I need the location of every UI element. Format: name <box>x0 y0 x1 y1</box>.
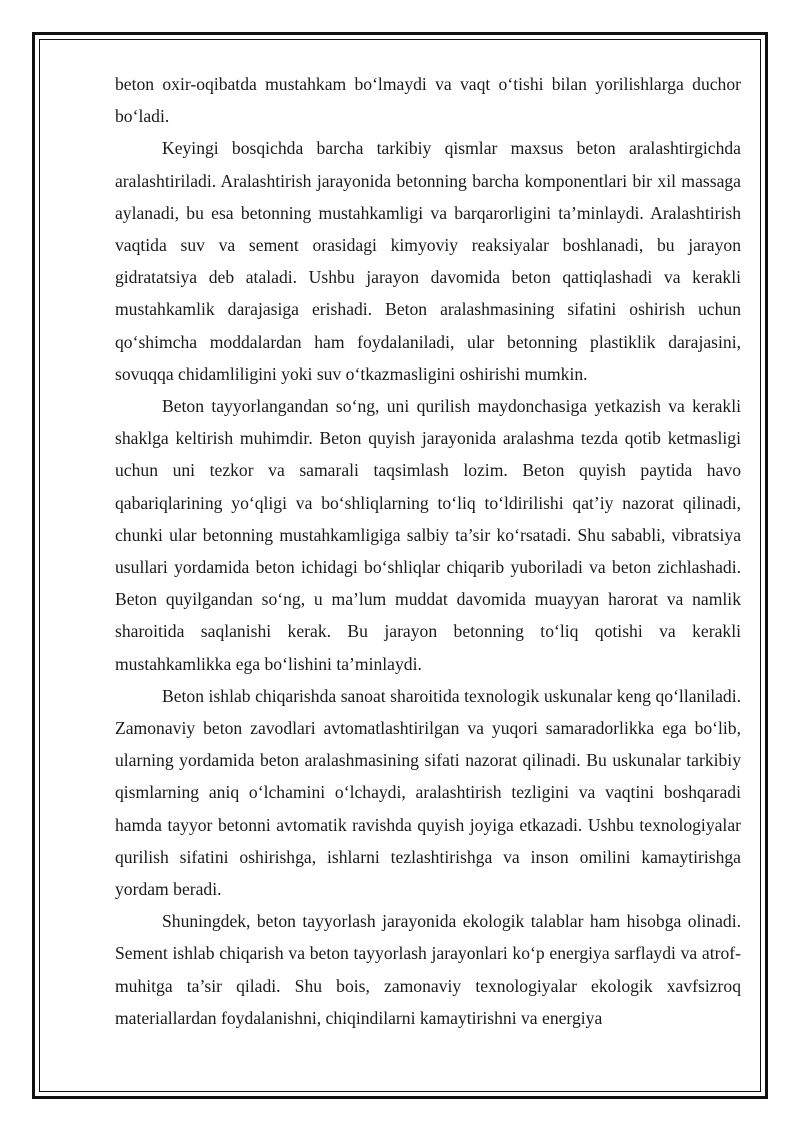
paragraph-ecology: Shuningdek, beton tayyorlash jarayonida ekologik talablar ham hisobga olinadi. Sement ishlab chiqarish va beton tayyorlash jarayonlari ko‘p energiya sarflaydi va atrof-muhitga ta’sir qiladi. Shu bois, zamonaviy texnologiyalar ekologik xavfsizroq materiallardan foydalanishni, chiqindilarni kamaytirishni va energiya <box>115 911 741 1028</box>
paragraph-mixing: Keyingi bosqichda barcha tarkibiy qismlar maxsus beton aralashtirgichda aralashtiriladi. Aralashtirish jarayonida betonning barcha komponentlari bir xil massaga aylanadi, bu esa betonning mustahkamligi va barqarorligini ta’minlaydi. Aralashtirish vaqtida suv va sement orasidagi kimyoviy reaksiyalar boshlanadi, bu jarayon gidratatsiya deb ataladi. Ushbu jarayon davomida beton qattiqlashadi va kerakli mustahkamlik darajasiga erishadi. Beton aralashmasining sifatini oshirish uchun qo‘shimcha moddalardan ham foydalaniladi, ular betonning plastiklik darajasini, sovuqqa chidamliligini yoki suv o‘tkazmasligini oshirishi mumkin. <box>115 138 741 384</box>
paragraph-pouring: Beton tayyorlangandan so‘ng, uni qurilish maydonchasiga yetkazish va kerakli shaklga keltirish muhimdir. Beton quyish jarayonida aralashma tezda qotib ketmasligi uchun uni tezkor va samarali taqsimlash lozim. Beton quyish paytida havo qabariqlarining yo‘qligi va bo‘shliqlarning to‘liq to‘ldirilishi qat’iy nazorat qilinadi, chunki ular betonning mustahkamligiga salbiy ta’sir ko‘rsatadi. Shu sababli, vibratsiya usullari yordamida beton ichidagi bo‘shliqlar chiqarib yuboriladi va beton zichlashadi. Beton quyilgandan so‘ng, u ma’lum muddat davomida muayyan harorat va namlik sharoitida saqlanishi kerak. Bu jarayon betonning to‘liq qotishi va kerakli mustahkamlikka ega bo‘lishini ta’minlaydi. <box>115 396 741 674</box>
document-body <box>115 68 741 1034</box>
paragraph-continued: beton oxir-oqibatda mustahkam bo‘lmaydi va vaqt o‘tishi bilan yorilishlarga duchor bo‘ladi. <box>115 74 741 127</box>
paragraph-industrial-equipment: Beton ishlab chiqarishda sanoat sharoitida texnologik uskunalar keng qo‘llaniladi. Zamonaviy beton zavodlari avtomatlashtirilgan va yuqori samaradorlikka ega bo‘lib, ularning yordamida beton aralashmasining sifati nazorat qilinadi. Bu uskunalar tarkibiy qismlarning aniq o‘lchamini o‘lchaydi, aralashtirish tezligini va vaqtini boshqaradi hamda tayyor betonni avtomatik ravishda quyish joyiga etkazadi. Ushbu texnologiyalar qurilish sifatini oshirishga, ishlarni tezlashtirishga va inson omilini kamaytirishga yordam beradi. <box>115 685 741 900</box>
